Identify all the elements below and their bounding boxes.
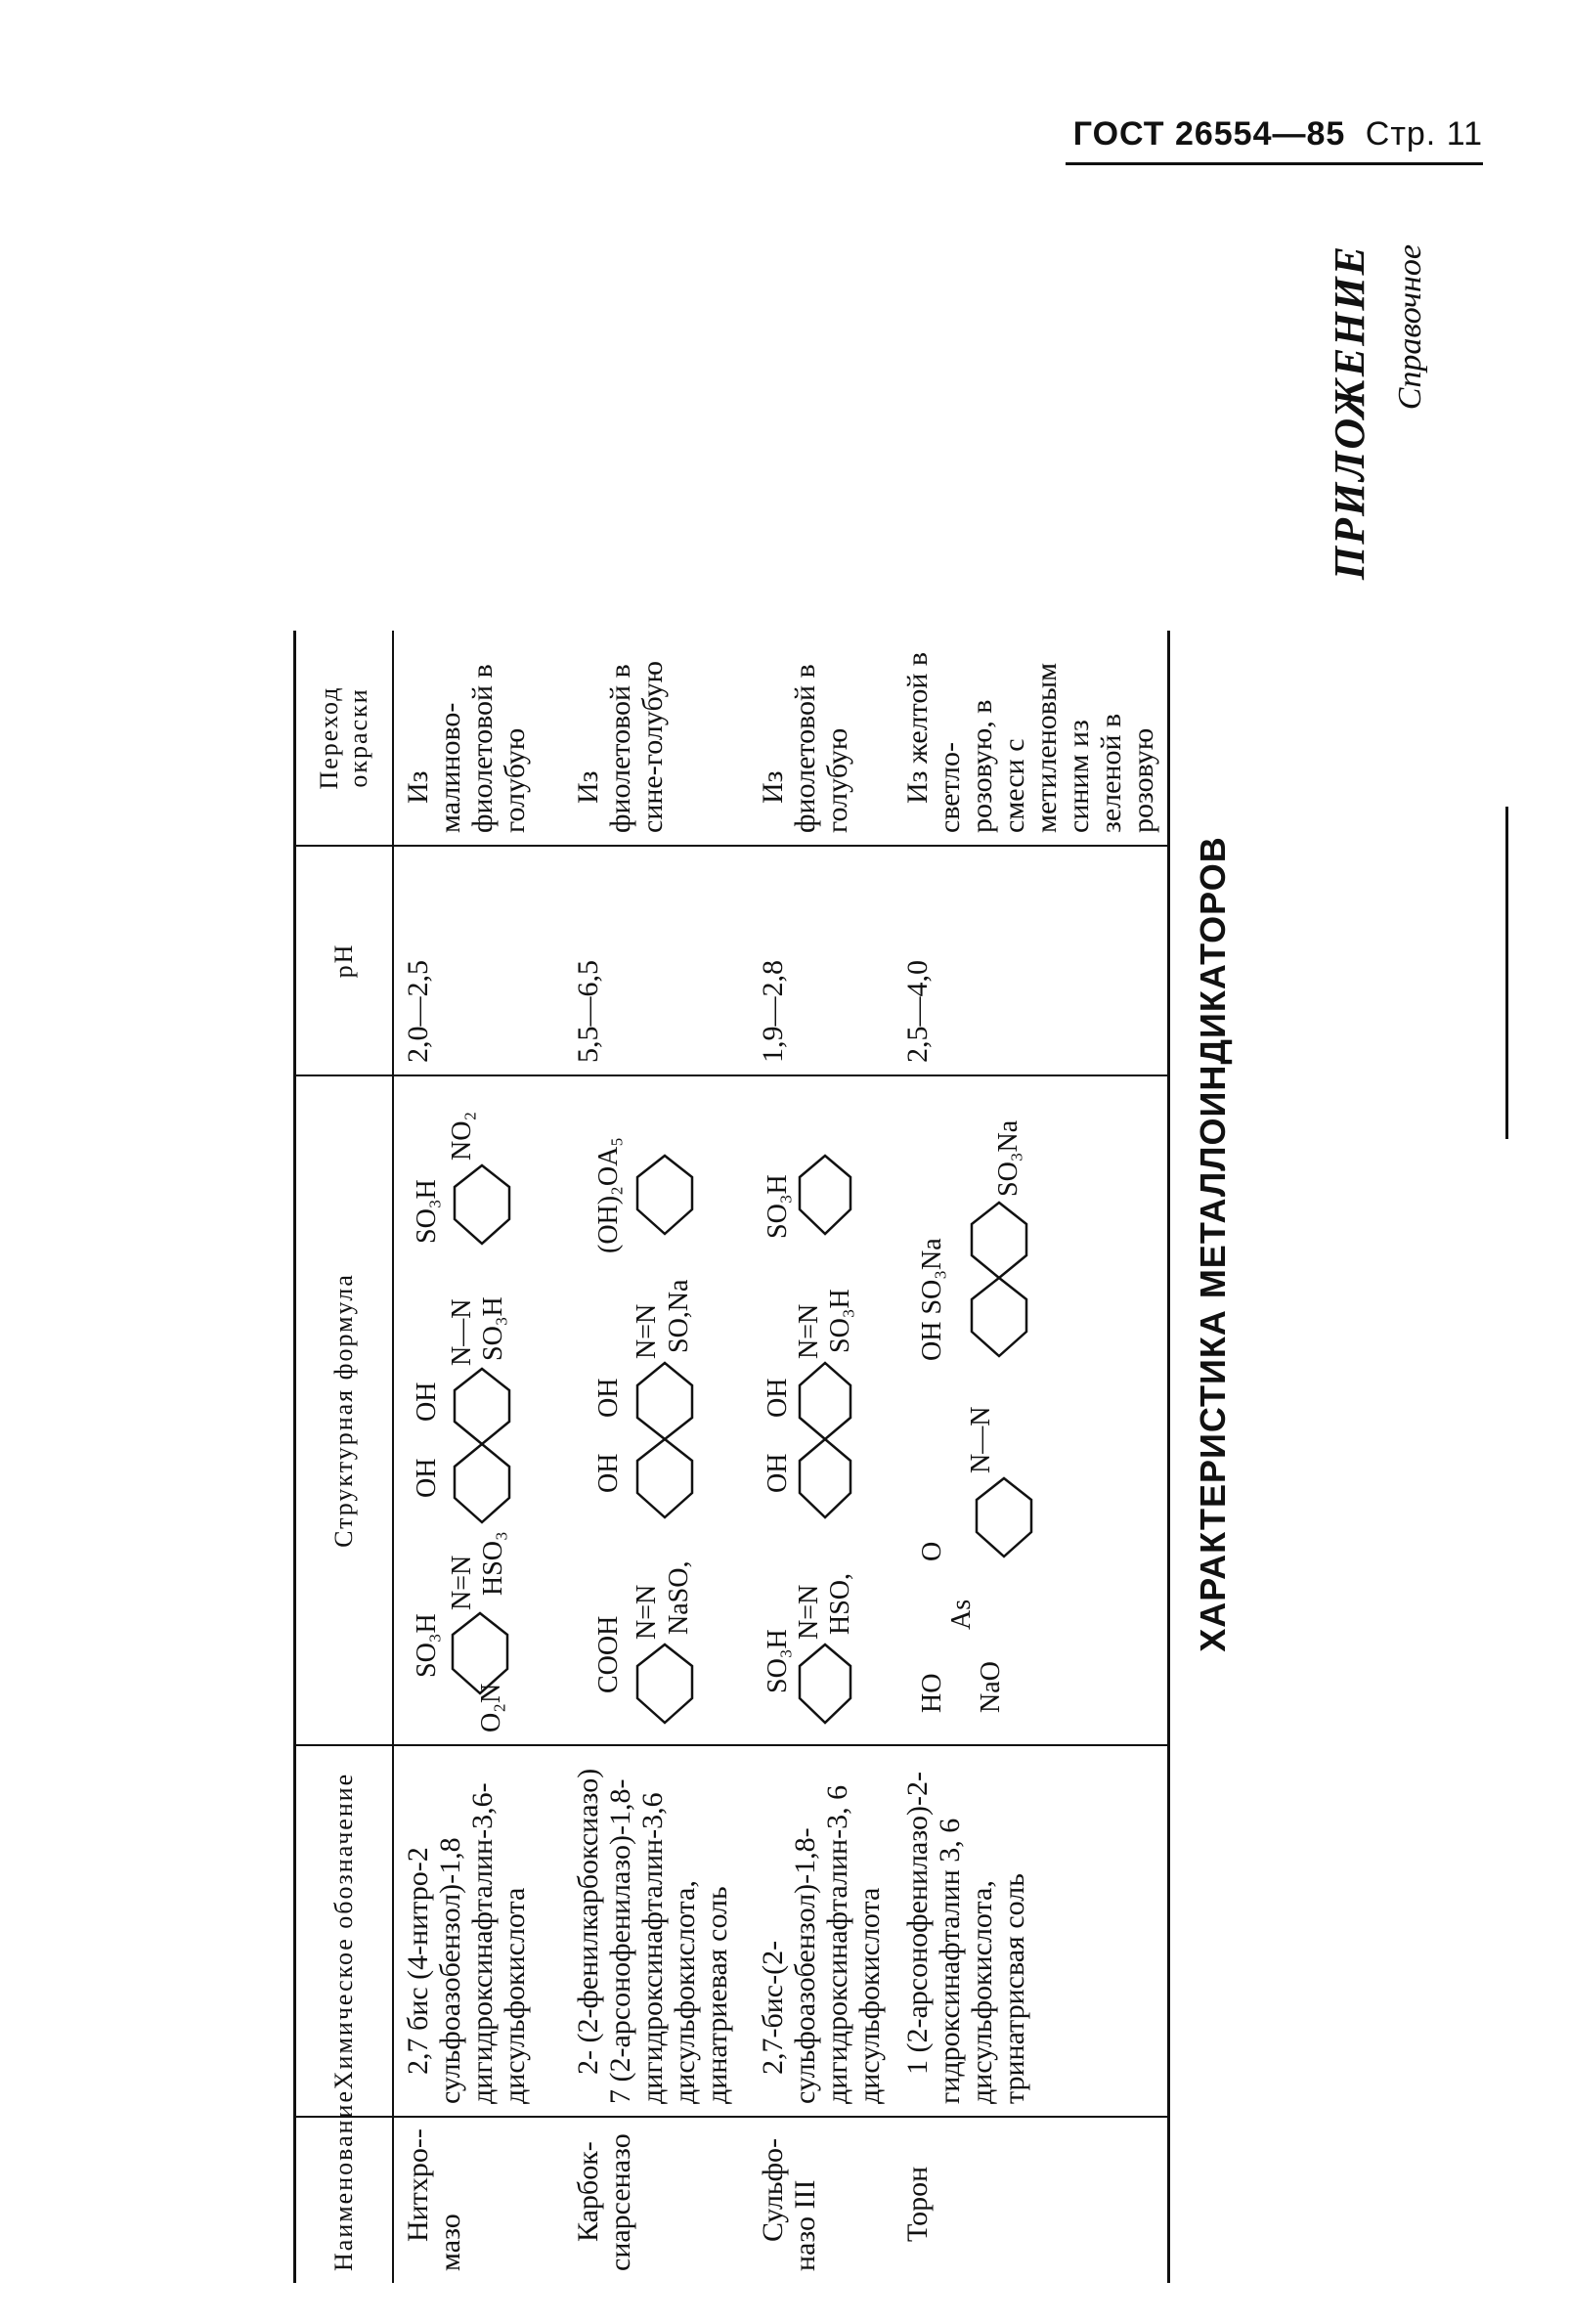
row-color: Из фиолетовой в голубую [749,631,893,846]
row-formula [749,1075,893,1745]
row-spacer [393,205,564,631]
formula-label: SO₃H [412,1179,442,1244]
standard-number: ГОСТ 26554—85 [1072,115,1346,153]
page-number: Стр. 11 [1365,115,1483,153]
formula-label: N=N [794,1303,824,1359]
table-row [893,205,1169,2283]
row-chemical: 2,7-бис-(2-сульфоазобензол)-1,8-дигидроксинафталин-3, 6 дисульфокислота [749,1745,893,2117]
formula-label: OH [593,1378,624,1418]
row-formula [393,1075,564,1745]
formula-label: N=N [447,1555,477,1610]
row-color: Из фиолетовой в сине-голубую [564,631,749,846]
row-formula [564,1075,749,1745]
formula-label: OH [763,1453,793,1493]
header-formula: Структурная формула [295,1075,394,1745]
appendix-title: ПРИЛОЖЕНИЕ [1326,244,1373,581]
formula-sulfonazo [757,1063,872,1732]
formula-label: (OH)₂OA₅ [593,1136,624,1253]
header-ph: pH [295,846,394,1075]
table-header-row [295,205,394,2283]
row-ph: 2,0—2,5 [393,846,564,1075]
formula-label: SO₃H [825,1289,855,1353]
row-ph: 5,5—6,5 [564,846,749,1075]
row-ph: 2,5—4,0 [893,846,1169,1075]
formula-label: SO₃H [412,1613,442,1678]
formula-label: OH [593,1453,624,1493]
row-name: Торон [893,2117,1169,2283]
row-formula [893,1075,1169,1745]
row-chemical: 2- (2-фенилкарбоксиазо) 7 (2-арсонофенилазо)-1,8-дигидроксинафталин-3,6 дисульфокислота, динатриевая соль [564,1745,749,2117]
table-row [393,205,564,2283]
benzene-ring [637,1644,692,1723]
formula-carboxyarsenazo [572,1063,741,1732]
header-spacer [295,205,394,631]
row-chemical: 1 (2-арсонофенилазо)-2-гидроксинафталин 3, 6 дисульфокислота, тринатрисвая соль [893,1745,1169,2117]
benzene-ring [637,1156,692,1234]
row-spacer [564,205,749,631]
formula-label: HSO, [825,1572,855,1635]
formula-label: N=N [632,1303,662,1359]
formula-label: O₂N [476,1683,506,1732]
naphthalene-ring [972,1203,1026,1278]
table-row [749,205,893,2283]
table-row [564,205,749,2283]
benzene-ring [977,1478,1031,1557]
header-name: Наименование [295,2117,394,2283]
indicators-table [293,205,1170,2283]
naphthalene-ring [455,1369,509,1444]
naphthalene-ring [972,1278,1026,1356]
formula-label: N—N [447,1298,477,1366]
benzene-ring [800,1644,850,1723]
formula-label: OH SO₃Na [917,1238,947,1361]
formula-label: NaSO, [664,1560,694,1635]
formula-thoron [901,1063,1075,1732]
row-spacer [893,205,1169,631]
formula-label: N=N [632,1584,662,1640]
header-chemical: Химическое обозначение [295,1745,394,2117]
naphthalene-ring [800,1363,850,1439]
formula-label: NaO [976,1661,1006,1713]
naphthalene-ring [637,1363,692,1439]
row-name: Сульфо-назо III [757,2137,821,2271]
benzene-ring [800,1156,850,1234]
formula-label: SO₃Na [993,1119,1024,1197]
naphthalene-ring [637,1439,692,1517]
formula-label: HSO₃ [478,1531,508,1596]
naphthalene-ring [800,1439,850,1517]
table-title: ХАРАКТЕРИСТИКА МЕТАЛЛОИНДИКАТОРОВ [1193,836,1233,1652]
formula-label: SO,Na [664,1279,694,1353]
row-spacer [749,205,893,631]
appendix-subtitle: Справочное [1392,244,1428,411]
header-color: Переход окраски [295,631,394,846]
formula-label: COOH [593,1615,624,1693]
naphthalene-ring [455,1444,509,1522]
row-ph: 1,9—2,8 [749,846,893,1075]
benzene-ring [455,1165,509,1244]
formula-label: N—N [966,1406,996,1473]
formula-label: SO₃H [478,1296,508,1361]
formula-label: SO₃H [763,1174,793,1239]
benzene-ring [453,1613,507,1693]
formula-label: N=N [794,1584,824,1640]
formula-label: OH [763,1378,793,1418]
row-color: Из желтой в светло-розовую, в смеси с метиленовым синим из зеленой в розовую [893,631,1169,846]
formula-label: O [917,1541,947,1561]
formula-label: OH [412,1458,442,1498]
page-header [1073,115,1483,153]
row-name: Карбок-сиарсеназо [572,2133,636,2271]
formula-label: HO [917,1673,947,1713]
formula-label: OH [412,1381,442,1422]
row-chemical: 2,7 бис (4-нитро-2 сульфоазобензол)-1,8 дигидроксинафталин-3,6-дисульфокислота [393,1745,564,2117]
row-color: Из малиново-фиолетовой в голубую [393,631,564,846]
end-rule [1505,807,1508,1139]
rotated-page [293,205,1564,2283]
row-name: Нитхро-мазо [402,2128,466,2271]
formula-label: SO₃H [763,1629,793,1693]
formula-label: As [946,1599,977,1630]
formula-label: NO₂ [447,1111,477,1161]
formula-nitchromazo [402,1063,556,1732]
header-rule [1066,162,1483,165]
appendix-block [1325,244,1429,580]
rotated-content-area [293,205,1564,2283]
